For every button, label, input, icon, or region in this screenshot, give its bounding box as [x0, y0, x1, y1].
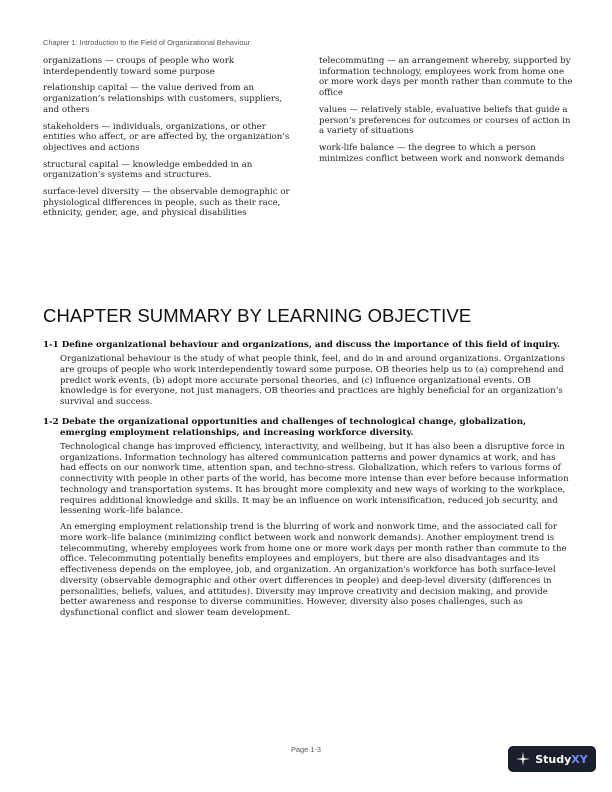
learning-objective-1-1 [43, 340, 573, 408]
badge-wordmark [535, 753, 588, 766]
glossary-entry: work-life balance — the degree to which a person minimizes conflict between work and nonwork demands [319, 142, 565, 164]
plus-sparkle-icon [516, 752, 530, 766]
learning-objective-1-2 [43, 417, 573, 619]
badge-brand: Study [535, 752, 572, 766]
glossary-entry: relationship capital — the value derived from an organization’s relationships with customers, suppliers, and others [43, 83, 283, 115]
glossary [43, 56, 573, 225]
glossary-entry: organizations — croups of people who work interdependently toward some purpose [43, 56, 235, 77]
objective-paragraph: Organizational behaviour is the study of what people think, feel, and do in and around organizations. Organizations are groups of people who work interdependently toward some purpose. OB theories help us to (a) comprehend and predict work events, (b) adopt more accurate personal theories, and (c) influence organizational events. OB knowledge is for everyone, not just managers. OB theories and practices are highly beneficial for an organization’s survival and success. [60, 354, 565, 407]
objective-paragraph: An emerging employment relationship trend is the blurring of work and nonwork time, and the associated call for more work–life balance (minimizing conflict between work and nonwork demands). Another employment trend is telecommuting, whereby employees work from home one or more work days per month rather than commute to the office. Telecommuting potentially benefits employees and employers, but there are also disadvantages and its effectiveness depends on the employee, job, and organization. An organization's workforce has both surface-level diversity (observable demographic and other overt differences in people) and deep-level diversity (differences in personalities, beliefs, values, and attitudes). Diversity may improve creativity and decision making, and provide better awareness and response to diverse communities. However, diversity also poses challenges, such as dysfunctional conflict and slower team development. [60, 522, 567, 618]
glossary-entry: stakeholders — individuals, organizations, or other entities who affect, or are affected by, the organization’s objectives and actions [43, 121, 290, 153]
running-header: Chapter 1: Introduction to the Field of Organizational Behaviour [43, 38, 251, 47]
objective-paragraph: Technological change has improved efficiency, interactivity, and wellbeing, but it has also been a disruptive force in organizations. Information technology has altered communication patterns and power dynamics at work, and has had effects on our nonwork time, attention span, and techno-stress. Globalization, which refers to various forms of connectivity with people in other parts of the world, has become more intense than ever before because information technology and transportation systems. It has brought more complexity and new ways of working to the workplace, requires additional knowledge and skills. It may be an influence on work intensification, reduced job security, and lessening work–life balance. [60, 441, 569, 517]
studyxy-badge[interactable] [508, 746, 596, 772]
learning-objectives [43, 340, 573, 628]
glossary-entry: surface-level diversity — the observable demographic or physiological differences in people, such as their race, ethnicity, gender, age, and physical disabilities [43, 187, 290, 219]
objective-heading: 1-2 Debate the organizational opportunities and challenges of technological change, globalization, emerging employment relationships, and increasing workforce diversity. [43, 416, 527, 438]
glossary-left-column [43, 56, 297, 225]
glossary-entry: structural capital — knowledge embedded in an organization’s systems and structures. [43, 159, 253, 181]
glossary-right-column [319, 56, 573, 225]
glossary-entry: values — relatively stable, evaluative beliefs that guide a person’s preferences for outcomes or courses of action in a variety of situations [319, 104, 571, 137]
objective-heading: 1-1 Define organizational behaviour and organizations, and discuss the importance of this field of inquiry. [43, 340, 561, 350]
glossary-entry: telecommuting — an arrangement whereby, supported by information technology, employees work from home one or more work days per month rather than commute to the office [319, 56, 573, 99]
chapter-summary-title: CHAPTER SUMMARY BY LEARNING OBJECTIVE [43, 305, 472, 326]
page-number: Page 1-3 [291, 745, 321, 754]
badge-accent: XY [571, 752, 588, 766]
